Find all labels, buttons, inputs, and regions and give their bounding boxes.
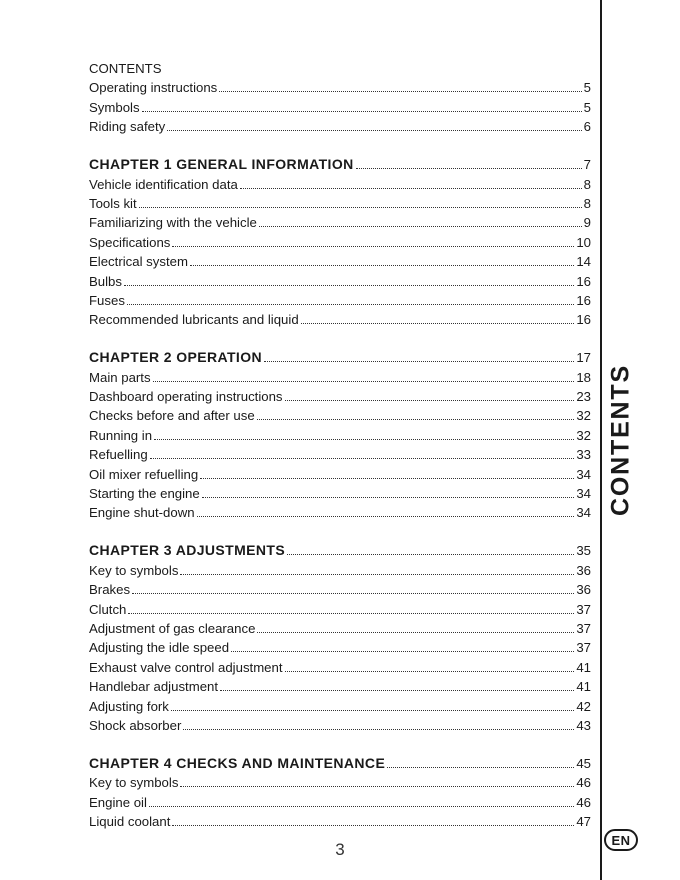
toc-entry[interactable] <box>89 503 591 522</box>
language-badge: EN <box>604 829 638 851</box>
toc-chapter-heading[interactable] <box>89 152 591 174</box>
entry-title: Symbols <box>89 99 140 115</box>
entry-title: Riding safety <box>89 119 166 135</box>
entry-title: Liquid coolant <box>89 814 171 830</box>
dot-leader <box>257 418 575 420</box>
toc-chapter-group <box>89 751 591 831</box>
toc-entry[interactable] <box>89 252 591 271</box>
dot-leader <box>183 728 574 730</box>
dot-leader <box>132 592 574 594</box>
entry-page-number: 32 <box>576 408 591 424</box>
dot-leader <box>171 709 574 711</box>
chapter-page-number: 45 <box>576 755 591 771</box>
toc-entry[interactable] <box>89 677 591 696</box>
chapter-page-number: 7 <box>583 157 591 173</box>
dot-leader <box>124 284 574 286</box>
toc-entry[interactable] <box>89 812 591 831</box>
toc-entry[interactable] <box>89 213 591 232</box>
dot-leader <box>257 631 574 633</box>
entry-page-number: 23 <box>576 389 591 405</box>
entry-title: Checks before and after use <box>89 408 255 424</box>
section-spacer <box>89 136 591 152</box>
entry-title: Shock absorber <box>89 717 182 733</box>
entry-title: Tools kit <box>89 195 137 211</box>
toc-entry[interactable] <box>89 657 591 676</box>
toc-entry[interactable] <box>89 406 591 425</box>
entry-page-number: 37 <box>576 620 591 636</box>
entry-page-number: 47 <box>576 814 591 830</box>
entry-title: Clutch <box>89 601 127 617</box>
dot-leader <box>301 322 575 324</box>
entry-page-number: 32 <box>576 427 591 443</box>
toc-chapters <box>89 136 591 831</box>
entry-page-number: 36 <box>576 562 591 578</box>
entry-title: Adjustment of gas clearance <box>89 620 256 636</box>
toc-heading: CONTENTS <box>89 61 162 76</box>
dot-leader <box>287 553 574 555</box>
toc-entry[interactable] <box>89 773 591 792</box>
dot-leader <box>153 380 575 382</box>
dot-leader <box>356 167 582 169</box>
dot-leader <box>180 785 574 787</box>
section-spacer <box>89 329 591 345</box>
entry-title: Adjusting fork <box>89 698 169 714</box>
dot-leader <box>220 689 574 691</box>
dot-leader <box>240 187 582 189</box>
dot-leader <box>139 206 582 208</box>
toc-entry[interactable] <box>89 464 591 483</box>
toc-entry[interactable] <box>89 194 591 213</box>
entry-title: Key to symbols <box>89 562 179 578</box>
entry-page-number: 46 <box>576 775 591 791</box>
toc-chapter-heading[interactable] <box>89 345 591 367</box>
dot-leader <box>197 515 575 517</box>
entry-page-number: 16 <box>576 312 591 328</box>
dot-leader <box>231 650 574 652</box>
toc-entry[interactable] <box>89 117 591 136</box>
toc-entry[interactable] <box>89 445 591 464</box>
entry-title: Starting the engine <box>89 486 200 502</box>
dot-leader <box>259 225 582 227</box>
toc-entry[interactable] <box>89 619 591 638</box>
toc-chapter-group <box>89 152 591 329</box>
toc-chapter-heading[interactable] <box>89 751 591 773</box>
entry-title: Main parts <box>89 369 151 385</box>
entry-page-number: 41 <box>576 679 591 695</box>
entry-title: Brakes <box>89 582 131 598</box>
dot-leader <box>150 457 575 459</box>
toc-entry[interactable] <box>89 271 591 290</box>
toc-entry[interactable] <box>89 291 591 310</box>
dot-leader <box>127 303 574 305</box>
side-section-title: CONTENTS <box>606 364 635 516</box>
entry-title: Familiarizing with the vehicle <box>89 215 257 231</box>
toc-entry[interactable] <box>89 792 591 811</box>
entry-page-number: 18 <box>576 369 591 385</box>
dot-leader <box>219 90 581 92</box>
dot-leader <box>285 670 575 672</box>
entry-page-number: 37 <box>576 601 591 617</box>
entry-title: Recommended lubricants and liquid <box>89 312 299 328</box>
vertical-divider-line <box>600 0 602 880</box>
dot-leader <box>200 477 574 479</box>
page-number: 3 <box>335 840 345 859</box>
chapter-page-number: 35 <box>576 543 591 559</box>
entry-page-number: 43 <box>576 717 591 733</box>
section-spacer <box>89 522 591 538</box>
toc-intro-list <box>89 78 591 136</box>
dot-leader <box>128 612 574 614</box>
entry-page-number: 14 <box>576 254 591 270</box>
toc-entry[interactable] <box>89 367 591 386</box>
toc-entry[interactable] <box>89 310 591 329</box>
dot-leader <box>149 805 574 807</box>
chapter-title: CHAPTER 1 GENERAL INFORMATION <box>89 156 354 173</box>
entry-title: Fuses <box>89 292 125 308</box>
entry-page-number: 37 <box>576 640 591 656</box>
entry-page-number: 16 <box>576 292 591 308</box>
chapter-title: CHAPTER 4 CHECKS AND MAINTENANCE <box>89 754 386 771</box>
entry-title: Handlebar adjustment <box>89 679 219 695</box>
toc-entry[interactable] <box>89 232 591 251</box>
entry-title: Dashboard operating instructions <box>89 389 283 405</box>
entry-page-number: 34 <box>576 466 591 482</box>
toc-chapter-group <box>89 345 591 522</box>
section-spacer <box>89 735 591 751</box>
entry-title: Oil mixer refuelling <box>89 466 199 482</box>
entry-page-number: 33 <box>576 447 591 463</box>
toc-entry[interactable] <box>89 560 591 579</box>
entry-title: Engine shut-down <box>89 505 195 521</box>
toc-entry[interactable] <box>89 599 591 618</box>
entry-page-number: 34 <box>576 486 591 502</box>
entry-page-number: 34 <box>576 505 591 521</box>
dot-leader <box>190 264 574 266</box>
entry-title: Operating instructions <box>89 80 218 96</box>
entry-page-number: 10 <box>576 234 591 250</box>
dot-leader <box>167 129 581 131</box>
entry-page-number: 6 <box>583 119 591 135</box>
entry-page-number: 16 <box>576 273 591 289</box>
entry-title: Exhaust valve control adjustment <box>89 659 283 675</box>
toc-entry[interactable] <box>89 696 591 715</box>
toc-entry[interactable] <box>89 425 591 444</box>
toc-entry[interactable] <box>89 387 591 406</box>
dot-leader <box>264 360 574 362</box>
toc-chapter-heading[interactable] <box>89 538 591 560</box>
toc-entry[interactable] <box>89 97 591 116</box>
toc-entry[interactable] <box>89 580 591 599</box>
toc-entry[interactable] <box>89 716 591 735</box>
entry-title: Key to symbols <box>89 775 179 791</box>
dot-leader <box>154 438 574 440</box>
toc-entry[interactable] <box>89 78 591 97</box>
toc-entry[interactable] <box>89 638 591 657</box>
toc-entry[interactable] <box>89 484 591 503</box>
entry-page-number: 41 <box>576 659 591 675</box>
chapter-title: CHAPTER 2 OPERATION <box>89 349 263 366</box>
dot-leader <box>285 399 575 401</box>
entry-title: Engine oil <box>89 794 147 810</box>
chapter-title: CHAPTER 3 ADJUSTMENTS <box>89 542 286 559</box>
entry-title: Refuelling <box>89 447 148 463</box>
table-of-contents <box>89 59 591 831</box>
entry-page-number: 8 <box>583 176 591 192</box>
entry-title: Vehicle identification data <box>89 176 238 192</box>
entry-title: Electrical system <box>89 254 188 270</box>
dot-leader <box>202 496 575 498</box>
dot-leader <box>172 824 574 826</box>
entry-page-number: 8 <box>583 195 591 211</box>
entry-title: Specifications <box>89 234 171 250</box>
entry-page-number: 42 <box>576 698 591 714</box>
dot-leader <box>180 573 574 575</box>
entry-page-number: 46 <box>576 794 591 810</box>
entry-page-number: 9 <box>583 215 591 231</box>
entry-page-number: 36 <box>576 582 591 598</box>
toc-chapter-group <box>89 538 591 735</box>
entry-page-number: 5 <box>583 80 591 96</box>
dot-leader <box>172 245 574 247</box>
chapter-page-number: 17 <box>576 350 591 366</box>
entry-page-number: 5 <box>583 99 591 115</box>
dot-leader <box>387 766 574 768</box>
entry-title: Running in <box>89 427 153 443</box>
dot-leader <box>142 110 582 112</box>
entry-title: Bulbs <box>89 273 122 289</box>
toc-entry[interactable] <box>89 174 591 193</box>
entry-title: Adjusting the idle speed <box>89 640 230 656</box>
